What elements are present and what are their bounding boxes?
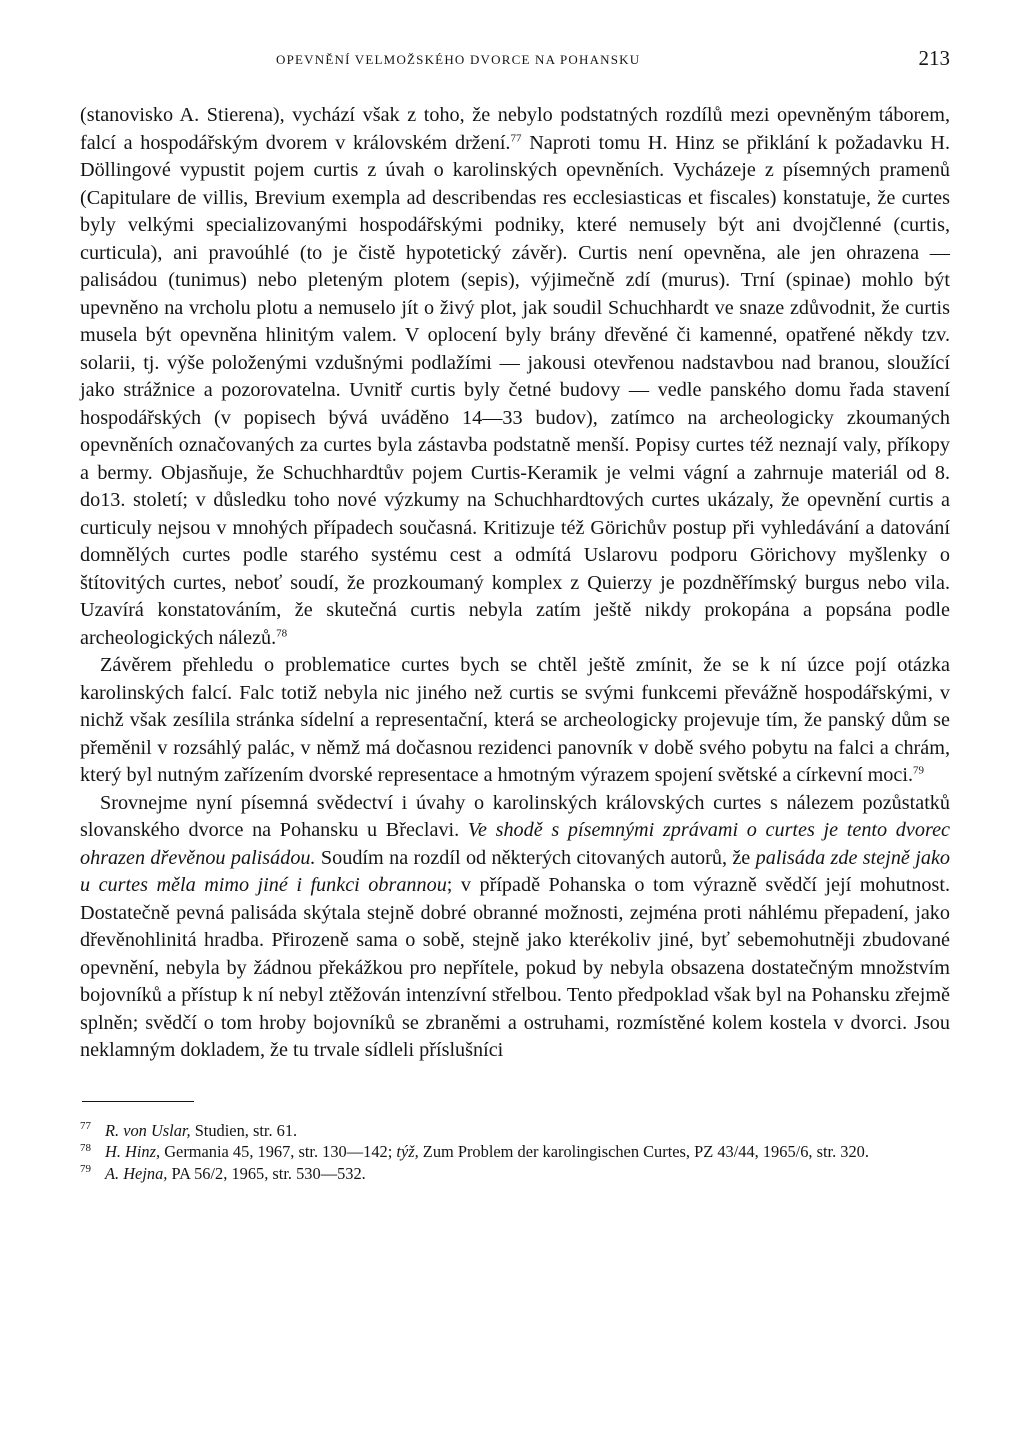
footnote-ref-78: 78	[276, 626, 288, 639]
paragraph-3-text-b: Soudím na rozdíl od některých citovaných autorů, že	[315, 846, 756, 869]
paragraph-3-italic-a: Ve shodě s písemnými zprávami o curtes je tento dvorec ohrazen dřevěnou palisádou.	[80, 819, 950, 869]
footnote-author: R. von Uslar,	[105, 1120, 191, 1140]
footnote-text: Germania 45, 1967, str. 130—142;	[160, 1142, 397, 1161]
paragraph-3-italic-b: palisáda zde stejně jako u curtes měla mimo jiné i funkci obrannou	[80, 846, 951, 896]
paragraph-2-text: Závěrem přehledu o problematice curtes bych se chtěl ještě zmínit, že se k ní úzce pojí otázka karolinských falcí. Falc totiž nebyla nic jiného než curtis se svými funkcemi převážně hospodářskými, v nichž však zesílila stránka sídelní a representační, která se archeologicky projevuje tím, že panský dům se přeměnil v rozsáhlý palác, v němž má dočasnou rezidenci panovník v době svého pobytu na falci a chrám, který byl nutným zařízením dvorské representace a hmotným výrazem spojení světské a církevní moci.	[80, 654, 950, 786]
paragraph-1	[80, 102, 950, 652]
footnote-text: Studien, str. 61.	[190, 1120, 298, 1140]
page-number: 213	[918, 46, 950, 70]
paragraph-2	[80, 652, 950, 790]
page-header	[80, 38, 950, 78]
footnote-77: 77 R. von Uslar, Studien, str. 61.	[80, 1120, 298, 1140]
footnote-divider	[82, 1101, 194, 1102]
footnote-text-2: Zum Problem der karolingischen Curtes, PZ 43/44, 1965/6, str. 320.	[418, 1142, 869, 1161]
footnote-author: A. Hejna,	[105, 1163, 168, 1183]
paragraph-3-text-a: Srovnejme nyní písemná svědectví i úvahy o karolinských královských curtes s nálezem pozůstatků slovanského dvorce na Pohansku u Břeclavi.	[80, 791, 950, 841]
footnote-ref-77: 77	[510, 131, 522, 144]
paragraph-3-text-c: ; v případě Pohanska o tom výrazně svědčí její mohutnost. Dostatečně pevná palisáda skýtala stejně dobré obranné možnosti, zejména proti náhlému přepadení, jako dřevěnohlinitá hradba. Přirozeně sama o sobě, stejně jako kterékoliv jiné, byť sebemohutněji zbudované opevnění, nebyla by žádnou překážkou pro nepřítele, pokud by nebyla obsazena dostatečným množstvím bojovníků a přístup k ní nebyl ztěžován intenzívní střelbou. Tento předpoklad však byl na Pohansku zřejmě splněn; svědčí o tom hroby bojovníků se zbraněmi a ostruhami, rozmístěné kolem kostela v dvorci. Jsou neklamným dokladem, že tu trvale sídleli příslušníci	[80, 874, 950, 1061]
paragraph-1-text-b: Naproti tomu H. Hinz se přiklání k požadavku H. Döllingové vypustit pojem curtis z úvah o karolinských opevněních. Vycházeje z písemných pramenů (Capitulare de villis, Brevium exempla ad describendas res ecclesiasticas et fiscales) konstatuje, že curtes byly velkými specializovanými hospodářskými podniky, které nemusely být ani dvojčlenné (curtis, curticula), ani pravoúhlé (to je čistě hypotetický závěr). Curtis není opevněna, ale jen ohrazena — palisádou (tunimus) nebo pleteným plotem (sepis), výjimečně zdí (murus). Trní (spinae) mohlo být upevněno na vrcholu plotu a nemuselo jít o živý plot, jak soudil Schuchhardt ve snaze zdůvodnit, že curtis musela být opevněna hlinitým valem. V oplocení byly brány dřevěné či kamenné, opatřené někdy tzv. solarii, tj. výše položenými vzdušnými podlažími — jakousi otevřenou nadstavbou nad branou, sloužící jako strážnice a pozorovatelna. Uvnitř curtis byly četné budovy — vedle panského domu řada stavení hospodářských (v popisech bývá uváděno 14—33 budov), zatímco na archeologicky zkoumaných opevněních označovaných za curtes byla zástavba podstatně menší. Popisy curtes též neznají valy, příkopy a bermy. Objasňuje, že Schuchhardtův pojem Curtis-Keramik je velmi vágní a zahrnuje materiál od 8. do13. století; v důsledku toho nové výzkumy na Schuchhardtových curtes ukázaly, že opevnění curtis a curticuly nejsou v mnohých případech současná. Kritizuje též Görichův postup při vyhledávání a datování domnělých curtes podle starého systému cest a odmítá Uslarovu podporu Görichovy myšlenky o štítovitých curtes, neboť soudí, že prozkoumaný komplex z Quierzy je pozdněřímský burgus nebo vila. Uzavírá konstatováním, že skutečná curtis nebyla zatím ještě nikdy prokopána a popsána podle archeologických nálezů.	[80, 131, 950, 649]
footnote-79: 79 A. Hejna, PA 56/2, 1965, str. 530—532.	[80, 1163, 366, 1183]
footnote-text: PA 56/2, 1965, str. 530—532.	[167, 1163, 366, 1183]
page	[80, 38, 950, 1184]
footnote-ref-79: 79	[913, 764, 925, 777]
footnote-78: 78 H. Hinz, Germania 45, 1967, str. 130—142; týž, Zum Problem der karolingischen Curtes, PZ 43/44, 1965/6, str. 320.	[80, 1141, 869, 1161]
running-head: OPEVNĚNÍ VELMOŽSKÉHO DVORCE NA POHANSKU	[276, 52, 641, 67]
footnotes	[80, 1120, 950, 1185]
paragraph-1-text-a: (stanovisko A. Stierena), vychází však z toho, že nebylo podstatných rozdílů mezi opevněným táborem, falcí a hospodářským dvorem v královském držení.	[80, 104, 950, 154]
body-text	[80, 102, 950, 1065]
paragraph-3	[80, 790, 950, 1065]
footnote-author: H. Hinz,	[105, 1142, 161, 1161]
footnote-author-2: týž,	[396, 1142, 419, 1161]
